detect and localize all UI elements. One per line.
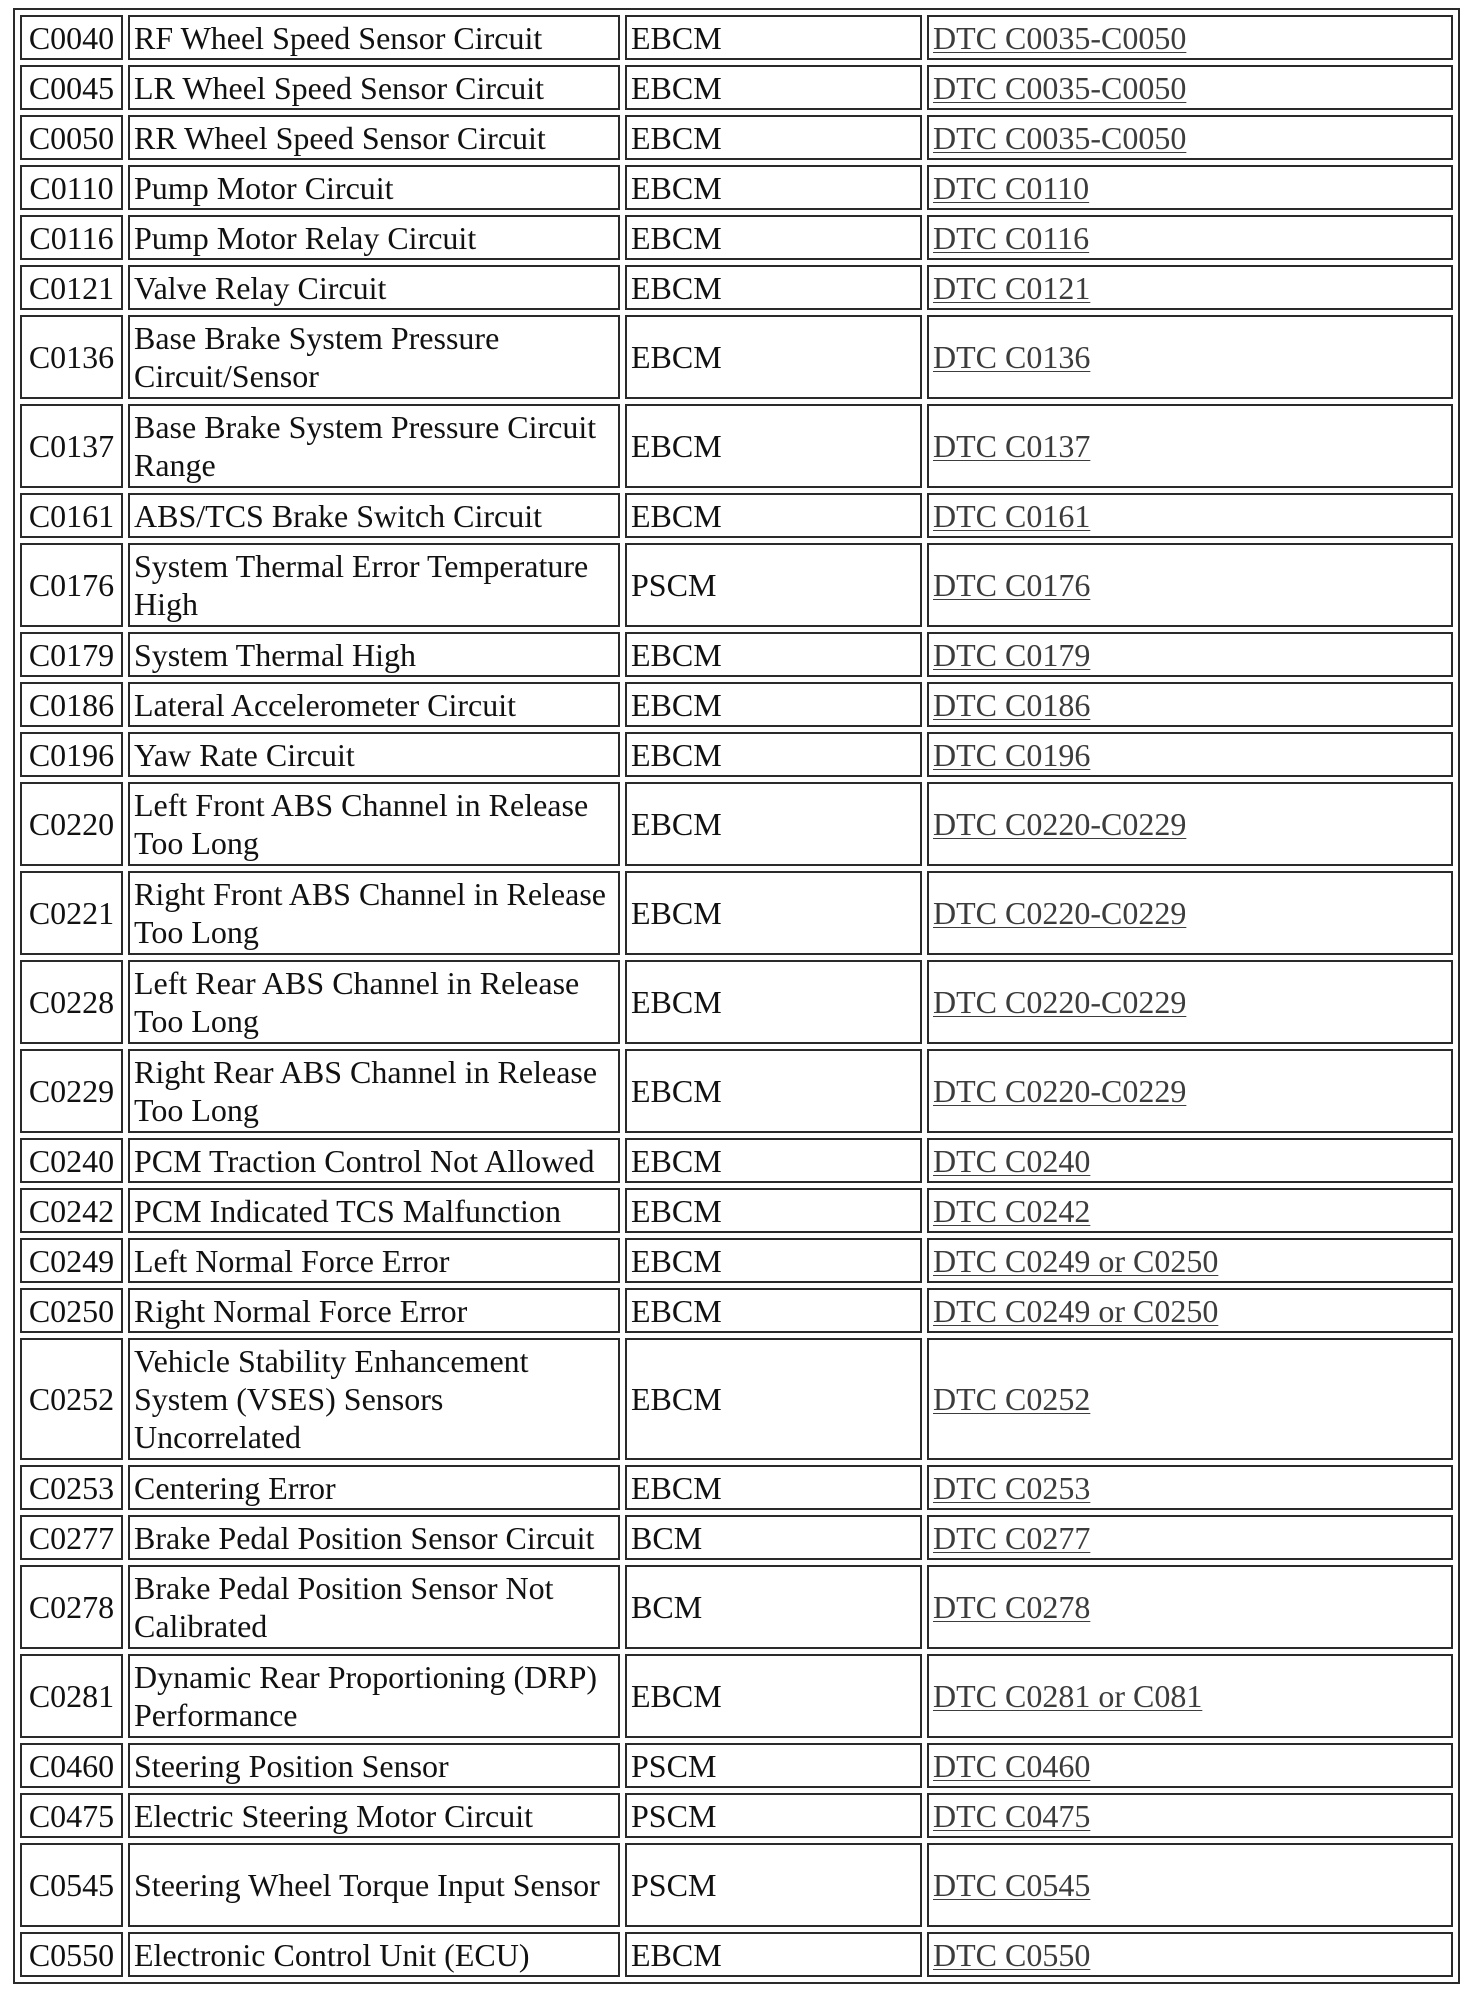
dtc-code: C0121	[20, 265, 123, 310]
dtc-description: Brake Pedal Position Sensor Not Calibrated	[128, 1565, 620, 1649]
dtc-description: Vehicle Stability Enhancement System (VSES) Sensors Uncorrelated	[128, 1338, 620, 1460]
dtc-link-cell	[927, 543, 1453, 627]
dtc-procedure-link[interactable]: DTC C0242	[933, 1192, 1091, 1229]
table-row	[20, 960, 1453, 1044]
dtc-link-cell	[927, 1465, 1453, 1510]
dtc-description: PCM Indicated TCS Malfunction	[128, 1188, 620, 1233]
dtc-code: C0196	[20, 732, 123, 777]
dtc-description: Left Rear ABS Channel in Release Too Long	[128, 960, 620, 1044]
dtc-module: EBCM	[625, 1654, 922, 1738]
dtc-module: EBCM	[625, 1238, 922, 1283]
dtc-description: Steering Wheel Torque Input Sensor	[128, 1843, 620, 1927]
dtc-module: PSCM	[625, 1743, 922, 1788]
table-row	[20, 1654, 1453, 1738]
dtc-link-cell	[927, 960, 1453, 1044]
dtc-module: PSCM	[625, 1843, 922, 1927]
dtc-description: Right Front ABS Channel in Release Too Long	[128, 871, 620, 955]
dtc-module: EBCM	[625, 493, 922, 538]
dtc-procedure-link[interactable]: DTC C0116	[933, 219, 1090, 256]
table-row	[20, 215, 1453, 260]
dtc-code: C0045	[20, 65, 123, 110]
dtc-code: C0186	[20, 682, 123, 727]
dtc-procedure-link[interactable]: DTC C0220-C0229	[933, 806, 1187, 842]
table-row	[20, 1238, 1453, 1283]
dtc-description: System Thermal High	[128, 632, 620, 677]
dtc-procedure-link[interactable]: DTC C0035-C0050	[933, 19, 1187, 56]
dtc-description: Yaw Rate Circuit	[128, 732, 620, 777]
dtc-code: C0137	[20, 404, 123, 488]
dtc-link-cell	[927, 632, 1453, 677]
dtc-procedure-link[interactable]: DTC C0179	[933, 636, 1091, 673]
dtc-code: C0220	[20, 782, 123, 866]
table-row	[20, 1843, 1453, 1927]
dtc-code: C0176	[20, 543, 123, 627]
dtc-code: C0050	[20, 115, 123, 160]
dtc-link-cell	[927, 871, 1453, 955]
dtc-link-cell	[927, 732, 1453, 777]
dtc-description: RR Wheel Speed Sensor Circuit	[128, 115, 620, 160]
dtc-link-cell	[927, 1188, 1453, 1233]
dtc-table	[13, 8, 1460, 1984]
dtc-code: C0475	[20, 1793, 123, 1838]
table-row	[20, 1743, 1453, 1788]
dtc-procedure-link[interactable]: DTC C0035-C0050	[933, 119, 1187, 156]
dtc-module: EBCM	[625, 1138, 922, 1183]
dtc-description: Steering Position Sensor	[128, 1743, 620, 1788]
dtc-code: C0253	[20, 1465, 123, 1510]
dtc-link-cell	[927, 1049, 1453, 1133]
dtc-module: EBCM	[625, 1338, 922, 1460]
dtc-code: C0229	[20, 1049, 123, 1133]
dtc-description: Brake Pedal Position Sensor Circuit	[128, 1515, 620, 1560]
dtc-description: RF Wheel Speed Sensor Circuit	[128, 15, 620, 60]
table-row	[20, 1188, 1453, 1233]
table-row	[20, 1138, 1453, 1183]
dtc-description: Centering Error	[128, 1465, 620, 1510]
dtc-code: C0116	[20, 215, 123, 260]
dtc-code: C0550	[20, 1932, 123, 1977]
dtc-code: C0545	[20, 1843, 123, 1927]
dtc-description: ABS/TCS Brake Switch Circuit	[128, 493, 620, 538]
dtc-link-cell	[927, 1743, 1453, 1788]
table-row	[20, 65, 1453, 110]
dtc-procedure-link[interactable]: DTC C0137	[933, 428, 1091, 464]
dtc-code: C0252	[20, 1338, 123, 1460]
table-row	[20, 682, 1453, 727]
dtc-description: Base Brake System Pressure Circuit/Sensor	[128, 315, 620, 399]
dtc-module: EBCM	[625, 65, 922, 110]
dtc-module: EBCM	[625, 165, 922, 210]
table-row	[20, 632, 1453, 677]
dtc-link-cell	[927, 1843, 1453, 1927]
table-row	[20, 543, 1453, 627]
dtc-procedure-link[interactable]: DTC C0240	[933, 1142, 1091, 1179]
dtc-module: EBCM	[625, 1932, 922, 1977]
dtc-description: Dynamic Rear Proportioning (DRP) Performance	[128, 1654, 620, 1738]
dtc-code: C0179	[20, 632, 123, 677]
dtc-module: EBCM	[625, 1288, 922, 1333]
dtc-procedure-link[interactable]: DTC C0196	[933, 736, 1091, 773]
dtc-code: C0281	[20, 1654, 123, 1738]
table-row	[20, 1465, 1453, 1510]
dtc-description: PCM Traction Control Not Allowed	[128, 1138, 620, 1183]
dtc-link-cell	[927, 265, 1453, 310]
dtc-procedure-link[interactable]: DTC C0176	[933, 567, 1091, 603]
dtc-module: EBCM	[625, 215, 922, 260]
dtc-procedure-link[interactable]: DTC C0253	[933, 1469, 1091, 1506]
dtc-link-cell	[927, 1338, 1453, 1460]
dtc-procedure-link[interactable]: DTC C0278	[933, 1589, 1091, 1625]
dtc-module: EBCM	[625, 404, 922, 488]
dtc-procedure-link[interactable]: DTC C0249 or C0250	[933, 1292, 1219, 1329]
dtc-link-cell	[927, 65, 1453, 110]
dtc-link-cell	[927, 115, 1453, 160]
dtc-procedure-link[interactable]: DTC C0136	[933, 339, 1091, 375]
dtc-module: EBCM	[625, 1188, 922, 1233]
dtc-code: C0249	[20, 1238, 123, 1283]
dtc-link-cell	[927, 1238, 1453, 1283]
dtc-procedure-link[interactable]: DTC C0220-C0229	[933, 1073, 1187, 1109]
dtc-module: BCM	[625, 1565, 922, 1649]
dtc-code: C0242	[20, 1188, 123, 1233]
dtc-code: C0240	[20, 1138, 123, 1183]
dtc-procedure-link[interactable]: DTC C0110	[933, 169, 1090, 206]
table-row	[20, 1515, 1453, 1560]
dtc-procedure-link[interactable]: DTC C0545	[933, 1867, 1091, 1903]
dtc-link-cell	[927, 682, 1453, 727]
dtc-code: C0136	[20, 315, 123, 399]
dtc-module: EBCM	[625, 960, 922, 1044]
dtc-procedure-link[interactable]: DTC C0277	[933, 1519, 1091, 1556]
table-row	[20, 115, 1453, 160]
dtc-link-cell	[927, 1288, 1453, 1333]
dtc-procedure-link[interactable]: DTC C0121	[933, 269, 1091, 306]
table-row	[20, 1288, 1453, 1333]
table-row	[20, 165, 1453, 210]
dtc-module: EBCM	[625, 632, 922, 677]
table-row	[20, 493, 1453, 538]
dtc-procedure-link[interactable]: DTC C0475	[933, 1797, 1091, 1834]
table-row	[20, 404, 1453, 488]
dtc-description: Lateral Accelerometer Circuit	[128, 682, 620, 727]
dtc-module: BCM	[625, 1515, 922, 1560]
table-row	[20, 782, 1453, 866]
dtc-module: PSCM	[625, 1793, 922, 1838]
dtc-link-cell	[927, 493, 1453, 538]
dtc-module: EBCM	[625, 15, 922, 60]
table-row	[20, 1793, 1453, 1838]
dtc-code: C0278	[20, 1565, 123, 1649]
dtc-module: EBCM	[625, 115, 922, 160]
dtc-module: EBCM	[625, 682, 922, 727]
dtc-link-cell	[927, 165, 1453, 210]
dtc-description: Right Normal Force Error	[128, 1288, 620, 1333]
table-row	[20, 871, 1453, 955]
dtc-table-body	[20, 15, 1453, 1977]
dtc-procedure-link[interactable]: DTC C0186	[933, 686, 1091, 723]
dtc-description: Pump Motor Relay Circuit	[128, 215, 620, 260]
dtc-description: Right Rear ABS Channel in Release Too Long	[128, 1049, 620, 1133]
dtc-code: C0277	[20, 1515, 123, 1560]
dtc-procedure-link[interactable]: DTC C0252	[933, 1381, 1091, 1417]
dtc-module: EBCM	[625, 782, 922, 866]
table-row	[20, 1049, 1453, 1133]
dtc-link-cell	[927, 215, 1453, 260]
dtc-code: C0250	[20, 1288, 123, 1333]
dtc-procedure-link[interactable]: DTC C0161	[933, 497, 1091, 534]
dtc-link-cell	[927, 1565, 1453, 1649]
table-row	[20, 15, 1453, 60]
dtc-description: Electric Steering Motor Circuit	[128, 1793, 620, 1838]
dtc-procedure-link[interactable]: DTC C0249 or C0250	[933, 1242, 1219, 1279]
dtc-description: Electronic Control Unit (ECU)	[128, 1932, 620, 1977]
dtc-link-cell	[927, 1654, 1453, 1738]
dtc-procedure-link[interactable]: DTC C0035-C0050	[933, 69, 1187, 106]
table-row	[20, 265, 1453, 310]
dtc-link-cell	[927, 1793, 1453, 1838]
dtc-description: LR Wheel Speed Sensor Circuit	[128, 65, 620, 110]
dtc-module: EBCM	[625, 732, 922, 777]
dtc-code: C0040	[20, 15, 123, 60]
dtc-module: EBCM	[625, 1465, 922, 1510]
dtc-link-cell	[927, 1515, 1453, 1560]
table-row	[20, 732, 1453, 777]
dtc-link-cell	[927, 782, 1453, 866]
dtc-description: Valve Relay Circuit	[128, 265, 620, 310]
dtc-link-cell	[927, 1932, 1453, 1977]
dtc-procedure-link[interactable]: DTC C0281 or C081	[933, 1678, 1203, 1714]
dtc-link-cell	[927, 404, 1453, 488]
dtc-code: C0110	[20, 165, 123, 210]
dtc-description: Pump Motor Circuit	[128, 165, 620, 210]
dtc-procedure-link[interactable]: DTC C0460	[933, 1747, 1091, 1784]
dtc-link-cell	[927, 15, 1453, 60]
dtc-description: Left Normal Force Error	[128, 1238, 620, 1283]
table-row	[20, 315, 1453, 399]
table-row	[20, 1932, 1453, 1977]
dtc-module: EBCM	[625, 315, 922, 399]
dtc-description: System Thermal Error Temperature High	[128, 543, 620, 627]
dtc-procedure-link[interactable]: DTC C0550	[933, 1936, 1091, 1973]
dtc-module: PSCM	[625, 543, 922, 627]
dtc-module: EBCM	[625, 1049, 922, 1133]
dtc-procedure-link[interactable]: DTC C0220-C0229	[933, 984, 1187, 1020]
dtc-module: EBCM	[625, 265, 922, 310]
dtc-procedure-link[interactable]: DTC C0220-C0229	[933, 895, 1187, 931]
dtc-code: C0161	[20, 493, 123, 538]
dtc-link-cell	[927, 1138, 1453, 1183]
dtc-description: Left Front ABS Channel in Release Too Long	[128, 782, 620, 866]
dtc-description: Base Brake System Pressure Circuit Range	[128, 404, 620, 488]
dtc-code: C0460	[20, 1743, 123, 1788]
dtc-module: EBCM	[625, 871, 922, 955]
table-row	[20, 1565, 1453, 1649]
dtc-link-cell	[927, 315, 1453, 399]
table-row	[20, 1338, 1453, 1460]
dtc-code: C0221	[20, 871, 123, 955]
dtc-code: C0228	[20, 960, 123, 1044]
